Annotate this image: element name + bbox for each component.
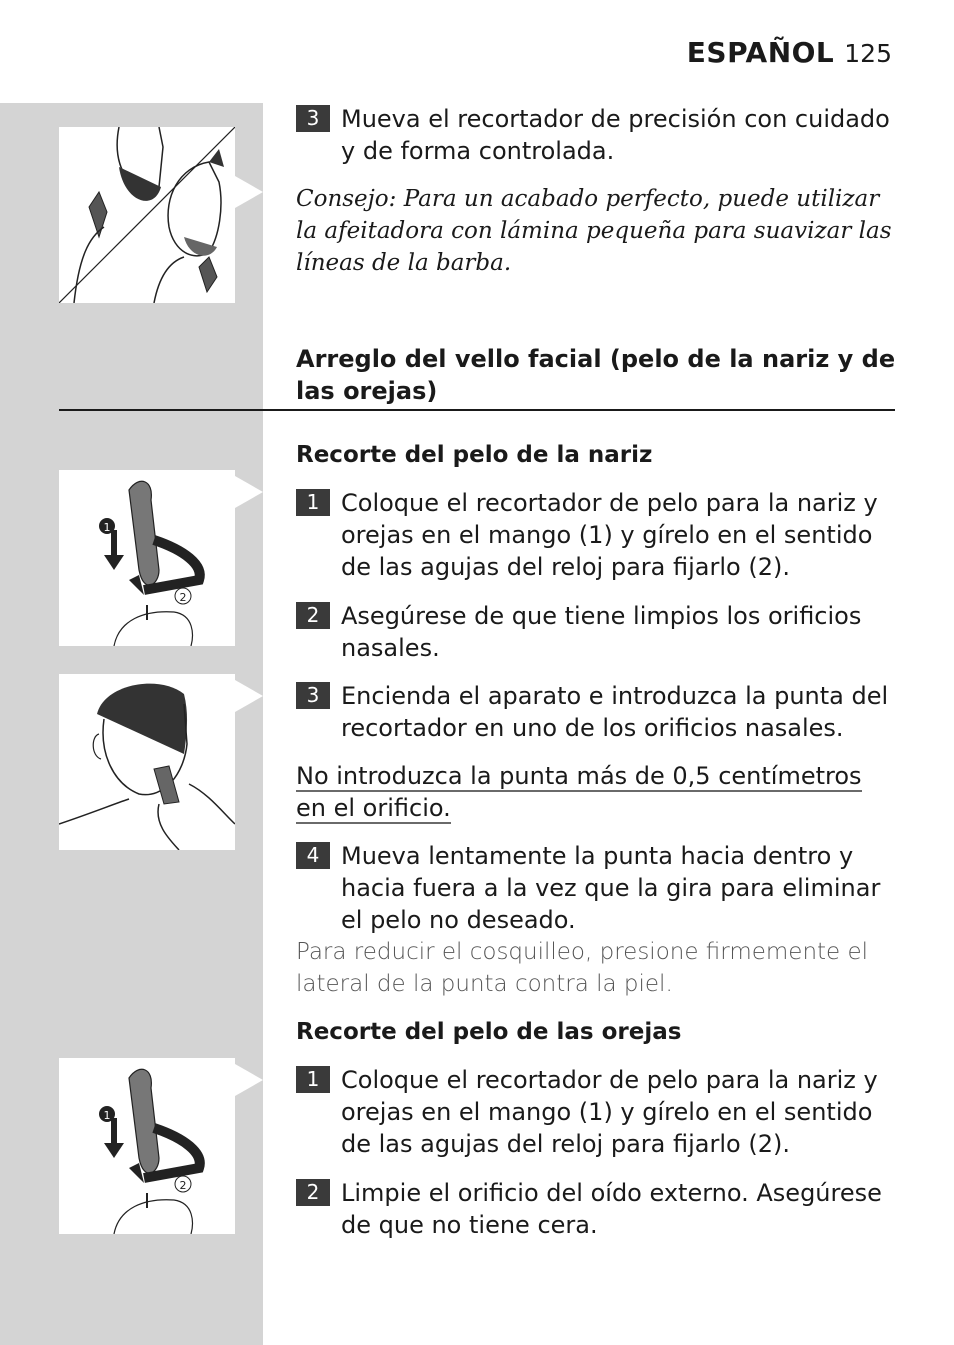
nose-step-2 [296, 600, 896, 664]
step-badge: 4 [296, 842, 330, 869]
step-text: Mueva lentamente la punta hacia dentro y hacia fuera a la vez que la gira para eliminar el pelo no deseado. [341, 842, 881, 934]
note-text: Para reducir el cosquilleo, presione firmemente el lateral de la punta contra la piel. [296, 939, 869, 997]
figure-attach-trimmer-ear [59, 1058, 235, 1234]
step-text: Limpie el orificio del oído externo. Asegúrese de que no tiene cera. [341, 1179, 882, 1239]
ear-title: Recorte del pelo de las orejas [296, 1019, 682, 1045]
figure-attach-trimmer [59, 470, 235, 646]
figure-pointer [235, 176, 263, 208]
step-badge: 3 [296, 682, 330, 709]
step-text: Asegúrese de que tiene limpios los orificios nasales. [341, 602, 862, 662]
ear-step-2 [296, 1177, 896, 1241]
nose-title: Recorte del pelo de la nariz [296, 442, 653, 468]
step-badge: 2 [296, 1179, 330, 1206]
section-divider [59, 409, 895, 411]
page-number: 125 [844, 39, 892, 68]
step-badge: 2 [296, 602, 330, 629]
ear-step-1 [296, 1064, 896, 1160]
step-text: Encienda el aparato e introduzca la punta del recortador en uno de los orificios nasales. [341, 682, 889, 742]
warning-label: No introduzca la punta más de 0,5 centímetros en el orificio. [296, 762, 862, 822]
nose-step-3 [296, 680, 896, 744]
step-text: Mueva el recortador de precisión con cuidado y de forma controlada. [341, 105, 890, 165]
arrow-label-2: 2 [179, 591, 187, 604]
page-header [687, 36, 892, 69]
attach-trimmer-illustration [59, 470, 235, 646]
figure-pointer [235, 680, 263, 712]
figure-beard-trim [59, 127, 235, 303]
arrow-label-1: 1 [103, 521, 111, 534]
language-label: ESPAÑOL [686, 36, 835, 69]
warning-text [296, 760, 896, 824]
nose-step-1 [296, 487, 896, 583]
figure-pointer [235, 1064, 263, 1096]
step-text: Coloque el recortador de pelo para la nariz y orejas en el mango (1) y gírelo en el sentido de las agujas del reloj para fijarlo (2). [341, 489, 878, 581]
step-badge: 3 [296, 105, 330, 132]
arrow-label-2: 2 [179, 1179, 187, 1192]
step-text: Coloque el recortador de pelo para la nariz y orejas en el mango (1) y gírelo en el sentido de las agujas del reloj para fijarlo (2). [341, 1066, 878, 1158]
step-badge: 1 [296, 489, 330, 516]
nose-step-4 [296, 840, 896, 936]
beard-trim-illustration [59, 127, 235, 303]
step-badge: 1 [296, 1066, 330, 1093]
figure-nose-trim [59, 674, 235, 850]
attach-trimmer-illustration [59, 1058, 235, 1234]
arrow-label-1: 1 [103, 1109, 111, 1122]
nose-trim-illustration [59, 674, 235, 850]
section-title: Arreglo del vello facial (pelo de la nariz y de las orejas) [296, 345, 896, 405]
figure-pointer [235, 476, 263, 508]
tip-text: Consejo: Para un acabado perfecto, puede utilizar la afeitadora con lámina pequeña para suavizar las líneas de la barba. [296, 186, 892, 276]
step-precision-3 [296, 103, 896, 167]
